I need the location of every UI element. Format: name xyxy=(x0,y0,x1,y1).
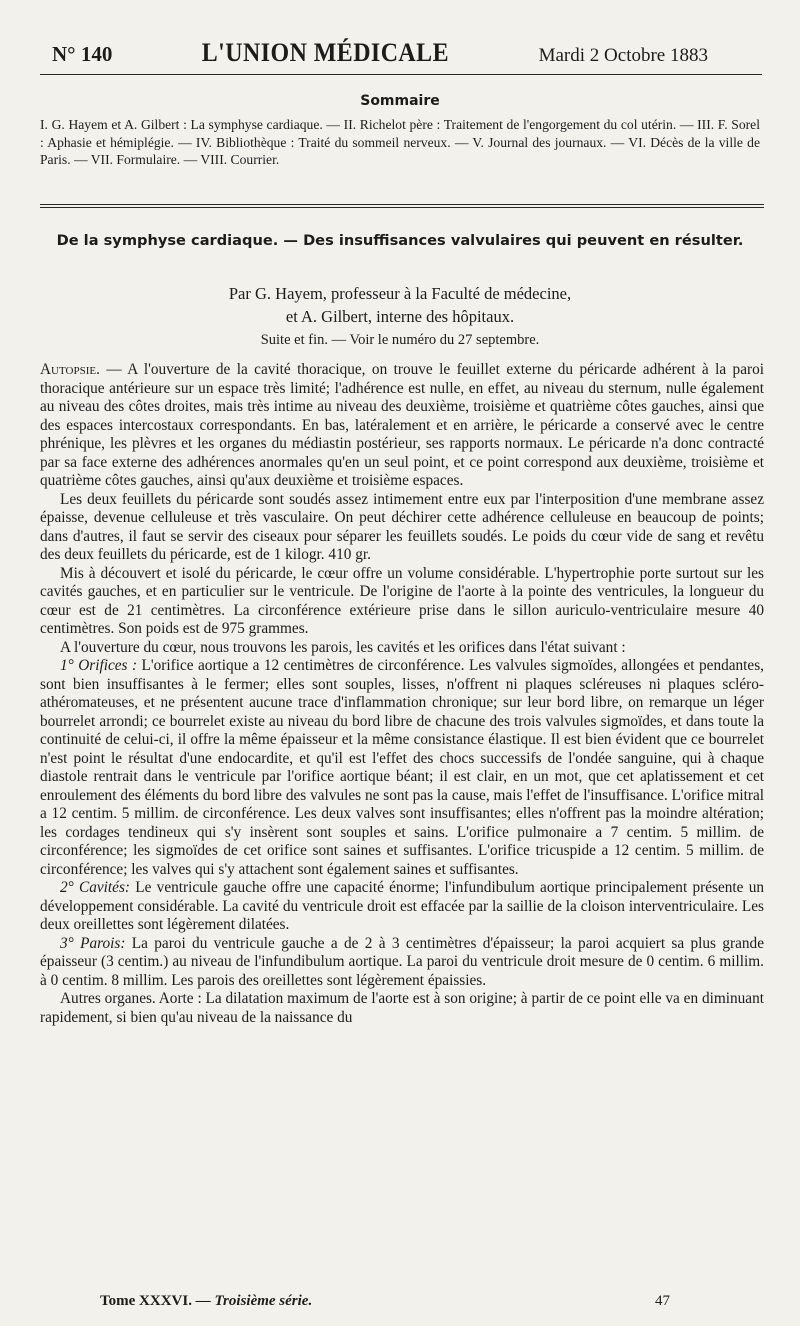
paragraph: A l'ouverture du cœur, nous trouvons les parois, les cavités et les orifices dans l'état suivant : xyxy=(60,638,626,656)
paragraph: Les deux feuillets du péricarde sont soudés assez intimement entre eux par l'interposition d'une membrane assez épaisse, devenue celluleuse et très vasculaire. On peut déchirer cette adhérence celluleuse en beaucoup de points; dans d'autres, il faut se servir des ciseaux pour séparer les feuillets soudés. Le poids du cœur vide de sang et revêtu des deux feuillets du péricarde, est de 1 kilogr. 410 gr. xyxy=(40,490,764,563)
sommaire-rule xyxy=(40,204,764,205)
page-number: 47 xyxy=(655,1293,670,1309)
paragraph-autopsie xyxy=(40,361,764,491)
paragraph-lead: 2° Cavités: xyxy=(60,879,131,896)
issue-number: N° 140 xyxy=(52,42,113,66)
paragraph-lead: Autopsie. xyxy=(40,361,100,378)
continuation-note: Suite et fin. — Voir le numéro du 27 septembre. xyxy=(260,332,540,348)
issue-date: Mardi 2 Octobre 1883 xyxy=(538,45,708,66)
header-rule xyxy=(40,74,762,75)
paragraph-text: Le ventricule gauche offre une capacité énorme; l'infundibulum aortique principalement présente un développement considérable. La cavité du ventricule droit est effacée par la saillie de la cloison interventriculaire. Les deux oreillettes sont légèrement dilatées. xyxy=(40,879,764,933)
article-body xyxy=(40,361,764,1027)
tome-label: Tome XXXVI. xyxy=(100,1293,192,1309)
page-footer xyxy=(100,1293,670,1310)
page-header xyxy=(52,38,708,68)
article-title: De la symphyse cardiaque. — Des insuffisances valvulaires qui peuvent en résulter. xyxy=(56,232,744,249)
paragraph: Autres organes. Aorte : La dilatation maximum de l'aorte est à son origine; à partir de ce point elle va en diminuant rapidement, si bien qu'au niveau de la naissance du xyxy=(40,990,764,1026)
paragraph: Mis à découvert et isolé du péricarde, le cœur offre un volume considérable. L'hypertrophie porte surtout sur les cavités gauches, et en particulier sur le ventricule. De l'origine de l'aorte à la pointe des ventricules, la longueur du cœur est de 21 centimètres. La circonférence extérieure prise dans le sillon auriculo-ventriculaire mesure 40 centimètres. Son poids est de 975 grammes. xyxy=(40,564,764,637)
sommaire-rule-2 xyxy=(40,207,764,208)
paragraph-orifices xyxy=(40,657,764,879)
paragraph-lead: 3° Parois: xyxy=(60,934,126,952)
footer-volume xyxy=(100,1293,312,1310)
paragraph-text: — A l'ouverture de la cavité thoracique, on trouve le feuillet externe du péricarde adhérent à la paroi thoracique antérieure sur un espace très limité; l'adhérence est nulle, en effet, au niveau du sternum, nulle également au niveau des côtes droites, mais très intime au niveau des deuxième, troisième et quatrième côtes gauches, ainsi que des espaces intercostaux correspondants. En bas, latéralement et en arrière, le péricarde a conservé avec le centre phrénique, les plèvres et les organes du médiastin postérieur, ses rapports normaux. Le péricarde n'a donc contracté par sa face externe des adhérences anormales qu'en un seul point, et ce point correspond aux deuxième, troisième et quatrième côtes gauches, ainsi qu'aux deuxième et troisième espaces. xyxy=(40,361,764,489)
paragraph-cavites xyxy=(40,879,764,935)
paragraph-lead: 1° Orifices : xyxy=(60,657,138,674)
author-line-1: Par G. Hayem, professeur à la Faculté de médecine, xyxy=(228,284,572,303)
article-authors xyxy=(0,282,800,328)
author-line-2: et A. Gilbert, interne des hôpitaux. xyxy=(285,307,515,326)
series-label: — Troisième série. xyxy=(195,1293,313,1309)
sommaire-heading: Sommaire xyxy=(360,93,440,109)
paragraph-parois xyxy=(40,935,764,991)
paragraph-text: La paroi du ventricule gauche a de 2 à 3 centimètres d'épaisseur; la paroi acquiert sa plus grande épaisseur (3 centim.) au niveau de l'infundibulum aortique. La paroi du ventricule droit mesure de 0 centim. 6 millim. à 0 centim. 8 millim. Les parois des oreillettes sont légèrement épaissies. xyxy=(40,934,764,989)
sommaire-contents: I. G. Hayem et A. Gilbert : La symphyse cardiaque. — II. Richelot père : Traitement de l'engorgement du col utérin. — III. F. Sorel : Aphasie et hémiplégie. — IV. Bibliothèque : Traité du sommeil nerveux. — V. Journal des journaux. — VI. Décès de la ville de Paris. — VII. Formulaire. — VIII. Courrier. xyxy=(40,117,760,167)
paragraph-text: L'orifice aortique a 12 centimètres de circonférence. Les valvules sigmoïdes, allongées et pendantes, sont bien insuffisantes à le fermer; elles sont souples, lisses, n'offrent ni plaques scléreuses ni plaques scléro-athéromateuses, et ne présentent aucune trace d'inflammation chronique; sur leur bord libre, on remarque un léger bourrelet arrondi; ce bourrelet existe au niveau du bord libre de chacune des trois valvules sigmoïdes, et dans toute la continuité de celui-ci, il offre la même épaisseur et la même consistance élastique. Il est bien évident que ce bourrelet n'est point le résultat d'une endocardite, et qu'il est l'effet des chocs successifs de l'ondée sanguine, qui à chaque diastole rentrait dans le ventricule par l'orifice aortique béant; il est clair, en un mot, que cet aplatissement et cet enroulement des éléments du bord libre des valvules ne sont pas la cause, mais l'effet de l'insuffisance. L'orifice mitral a 12 centim. 5 millim. de circonférence. Les deux valves sont insuffisantes; elles n'offrent pas la moindre altération; les cordages tendineux qui s'y insèrent sont souples et sains. L'orifice pulmonaire a 7 centim. 5 millim. de circonférence; les sigmoïdes de cet orifice sont saines et suffisantes. L'orifice tricuspide a 12 centim. 5 millim. de circonférence; les valves qui s'y attachent sont également saines et suffisantes. xyxy=(40,657,765,878)
journal-title: L'UNION MÉDICALE xyxy=(201,38,450,67)
